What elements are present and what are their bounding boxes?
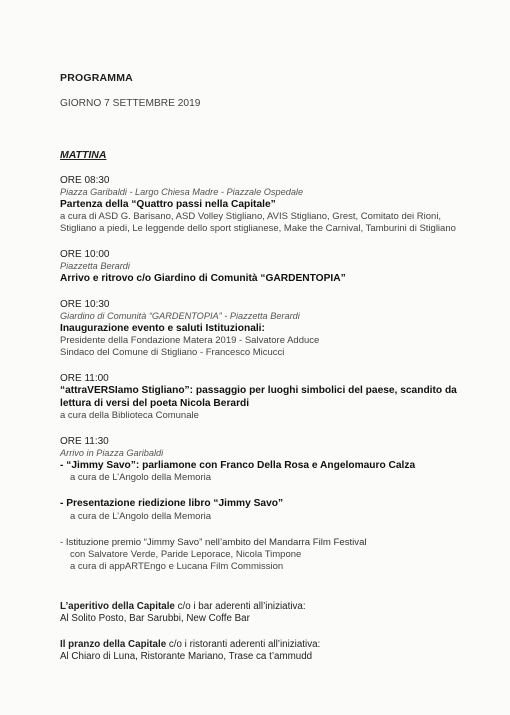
event-time: ORE 08:30 [60, 175, 110, 186]
event-place: Piazzetta Berardi [60, 261, 130, 271]
section-heading-morning: MATTINA [60, 149, 107, 161]
event-time: ORE 10:00 [60, 249, 110, 260]
pranzo-lead [60, 639, 500, 651]
pranzo-title: Il pranzo della Capitale [60, 638, 167, 650]
subitem-title: - “Jimmy Savo”: parliamone con Franco Della Rosa e Angelomauro Calza [60, 459, 416, 471]
event-subitem [60, 537, 500, 573]
event-time: ORE 10:30 [60, 299, 110, 310]
subitem-title: - Istituzione premio “Jimmy Savo” nell’ambito del Mandarra Film Festival [60, 536, 367, 548]
event-title-continued: lettura di versi del poeta Nicola Berardi [60, 397, 250, 409]
event-detail: Stigliano a piedi, Le leggende dello sport stiglianese, Make the Carnival, Tamburini di Stigliano [60, 223, 456, 234]
aperitivo-lead [60, 601, 500, 613]
pranzo-block [60, 639, 500, 663]
event-place: Piazza Garibaldi - Largo Chiesa Madre - Piazzale Ospedale [60, 187, 304, 197]
event-time: ORE 11:00 [60, 373, 109, 384]
pranzo-desc: c/o i ristoranti aderenti all’iniziativa: [166, 638, 321, 650]
document-page [60, 72, 500, 663]
event-1130 [60, 436, 500, 573]
event-1030 [60, 299, 500, 359]
event-place: Giardino di Comunità “GARDENTOPIA” - Piazzetta Berardi [60, 311, 300, 321]
event-title: “attraVERSIamo Stigliano”: passaggio per luoghi simbolici del paese, scandito da [60, 385, 457, 396]
event-subitem [60, 498, 500, 523]
program-date: GIORNO 7 SETTEMBRE 2019 [60, 98, 201, 109]
pranzo-venues: Al Chiaro di Luna, Ristorante Mariano, Trase ca t’ammudd [60, 650, 313, 662]
event-place: Arrivo in Piazza Garibaldi [60, 448, 164, 458]
event-detail: a cura della Biblioteca Comunale [60, 410, 199, 421]
event-title: Arrivo e ritrovo c/o Giardino di Comunità “GARDENTOPIA” [60, 272, 346, 284]
subitem-detail: a cura de L’Angolo della Memoria [70, 472, 212, 483]
event-detail: Presidente della Fondazione Matera 2019 - Salvatore Adduce [60, 335, 320, 346]
aperitivo-venues: Al Solito Posto, Bar Sarubbi, New Coffe Bar [60, 612, 250, 624]
subitem-detail: con Salvatore Verde, Paride Leporace, Nicola Timpone [70, 548, 302, 560]
event-subitem [60, 460, 500, 485]
aperitivo-title: L’aperitivo della Capitale [60, 600, 175, 612]
event-1000 [60, 249, 500, 285]
event-title: Partenza della “Quattro passi nella Capitale” [60, 198, 276, 210]
event-title: Inaugurazione evento e saluti Istituzionali: [60, 322, 265, 334]
event-detail: Sindaco del Comune di Stigliano - Francesco Micucci [60, 347, 285, 358]
subitem-detail: a cura di appARTEngo e Lucana Film Commission [70, 560, 284, 572]
event-detail: a cura di ASD G. Barisano, ASD Volley Stigliano, AVIS Stigliano, Grest, Comitato dei Rioni, [60, 211, 442, 222]
subitem-detail: a cura de L’Angolo della Memoria [70, 510, 212, 522]
subitem-title: - Presentazione riedizione libro “Jimmy Savo” [60, 498, 284, 509]
event-time: ORE 11:30 [60, 436, 109, 447]
event-1100 [60, 373, 500, 422]
program-heading: PROGRAMMA [60, 72, 133, 84]
aperitivo-desc: c/o i bar aderenti all’iniziativa: [174, 600, 306, 612]
event-0830 [60, 175, 500, 235]
aperitivo-block [60, 601, 500, 625]
